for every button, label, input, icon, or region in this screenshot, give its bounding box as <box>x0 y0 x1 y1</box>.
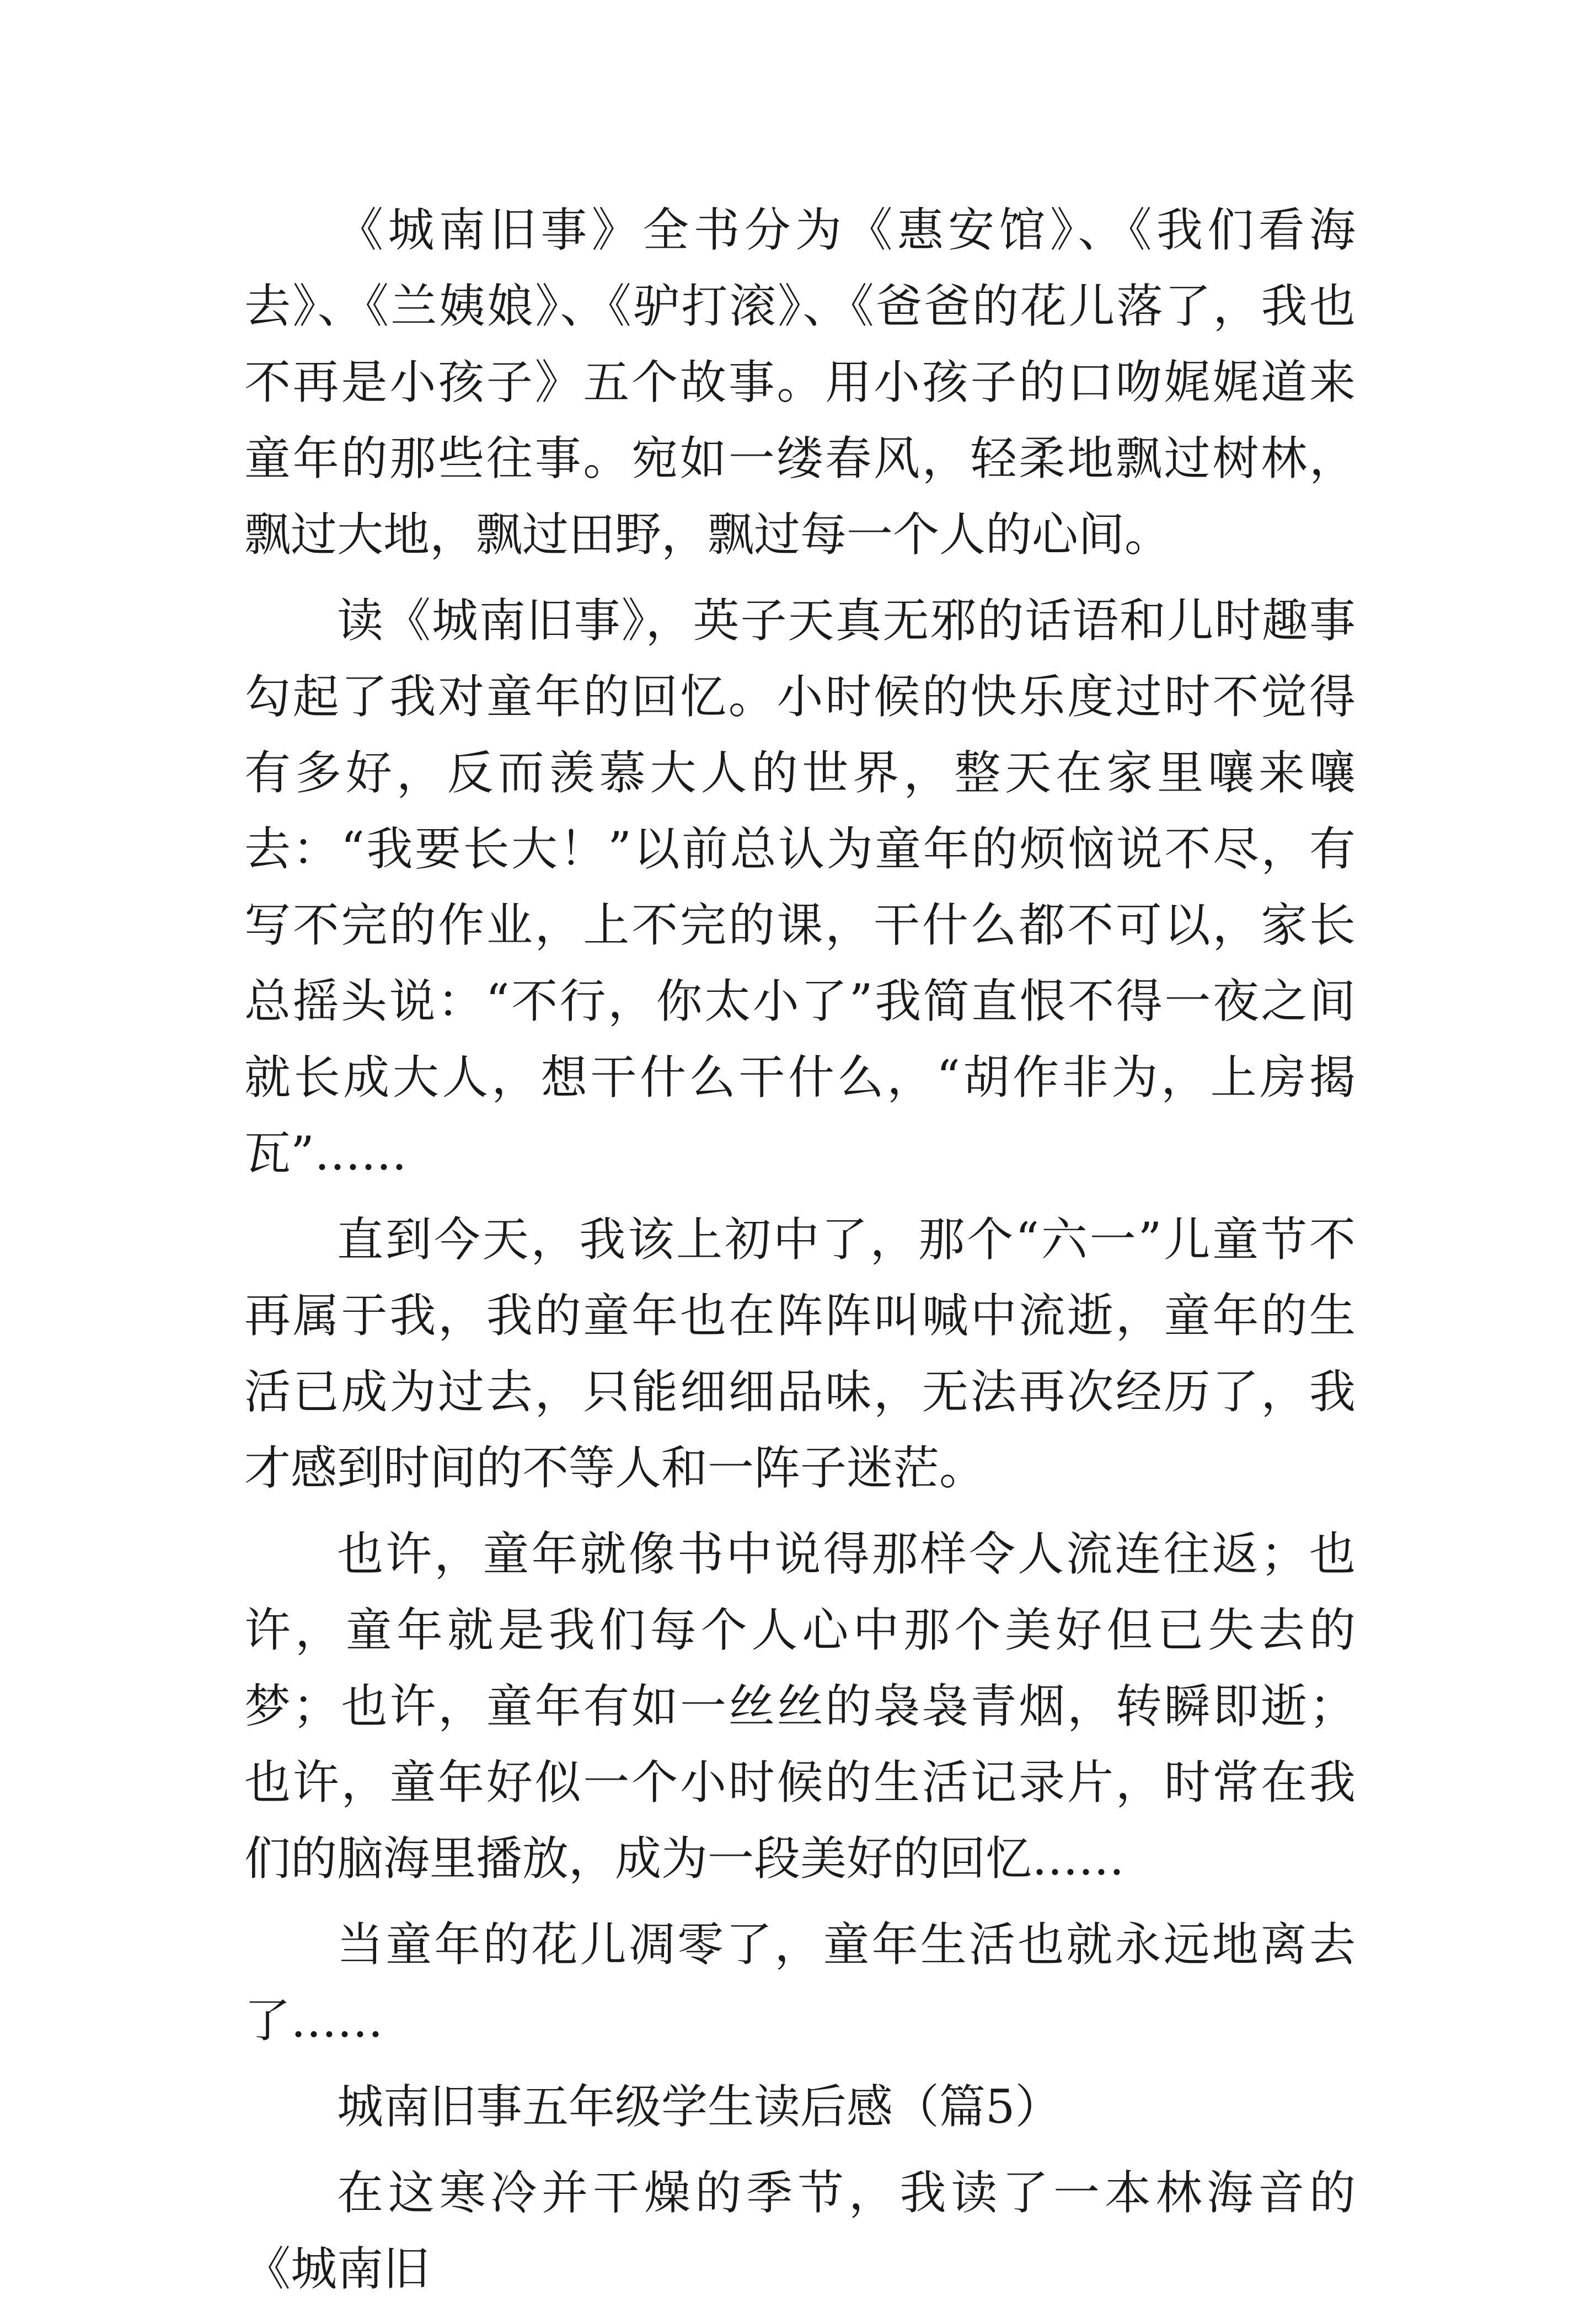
document-body <box>244 192 1356 2307</box>
paragraph-flowers-wither: 当童年的花儿凋零了，童年生活也就永远地离去了…… <box>244 1918 1356 2048</box>
paragraph-perhaps: 也许，童年就像书中说得那样令人流连往返；也许，童年就是我们每个人心中那个美好但已失去的梦；也许，童年有如一丝丝的袅袅青烟，转瞬即逝；也许，童年好似一个小时候的生活记录片，时常在我们的脑海里播放，成为一段美好的回忆…… <box>244 1527 1356 1886</box>
paragraph-childhood-memories: 读《城南旧事》，英子天真无邪的话语和儿时趣事勾起了我对童年的回忆。小时候的快乐度过时不觉得有多好，反而羡慕大人的世界，整天在家里嚷来嚷去：“我要长大！”以前总认为童年的烦恼说不尽，有写不完的作业，上不完的课，干什么都不可以，家长总摇头说：“不行，你太小了”我简直恨不得一夜之间就长成大人，想干什么干什么，“胡作非为，上房揭瓦”…… <box>244 594 1356 1181</box>
section-heading: 城南旧事五年级学生读后感（篇5） <box>337 2080 1062 2134</box>
paragraph-growing-up: 直到今天，我该上初中了，那个“六一”儿童节不再属于我，我的童年也在阵阵叫喊中流逝，童年的生活已成为过去，只能细细品味，无法再次经历了，我才感到时间的不等人和一阵子迷茫。 <box>244 1213 1356 1495</box>
paragraph-intro: 《城南旧事》全书分为《惠安馆》、《我们看海去》、《兰姨娘》、《驴打滚》、《爸爸的花儿落了，我也不再是小孩子》五个故事。用小孩子的口吻娓娓道来童年的那些往事。宛如一缕春风，轻柔地飘过树林，飘过大地，飘过田野，飘过每一个人的心间。 <box>244 203 1356 562</box>
paragraph-cold-season: 在这寒冷并干燥的季节，我读了一本林海音的《城南旧 <box>244 2166 1356 2296</box>
